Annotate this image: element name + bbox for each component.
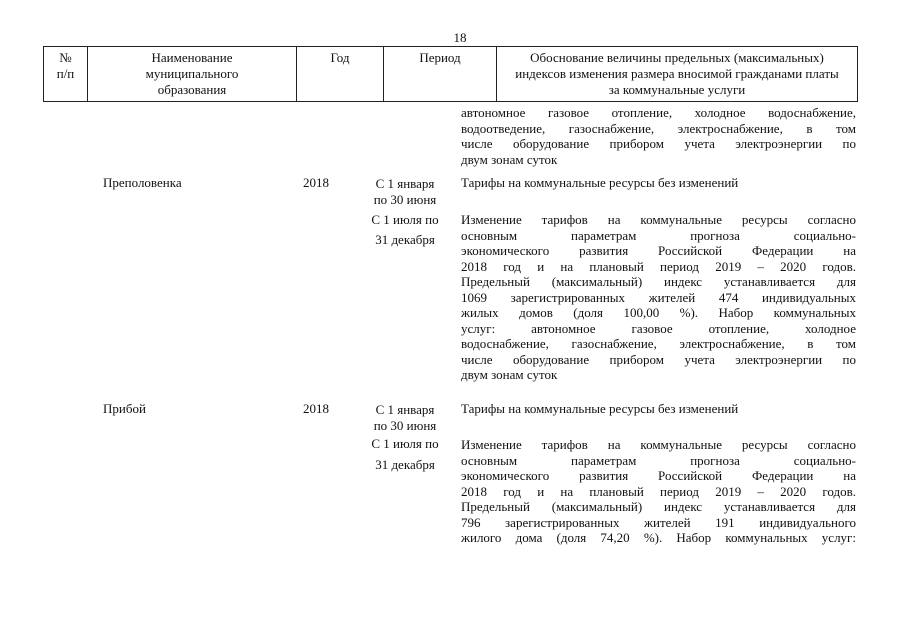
- text-line: основным параметрам прогноза социально-: [461, 452, 856, 468]
- header-number: [44, 47, 88, 101]
- period-cell: [362, 210, 448, 250]
- text-line: основным параметрам прогноза социально-: [461, 227, 856, 243]
- continuation-text: [461, 105, 856, 167]
- period-line: С 1 июля по: [371, 436, 439, 451]
- text-line: двум зонам суток: [461, 151, 558, 167]
- header-municipality-line: Наименование: [151, 50, 233, 65]
- justification-text: [461, 212, 856, 383]
- text-line: 796 зарегистрированных жителей 191 индивидуального: [461, 514, 856, 530]
- text-line: экономического развития Российской Федерации на: [461, 243, 856, 258]
- header-municipality: [88, 47, 297, 101]
- header-justification-line: за коммунальные услуги: [608, 82, 746, 97]
- period-cell: [362, 433, 448, 475]
- text-line: автономное газовое отопление, холодное водоснабжение,: [461, 105, 856, 120]
- text-line: водоотведение, газоснабжение, электроснабжение, в том: [461, 120, 856, 136]
- period-cell: [362, 402, 448, 433]
- text-line: числе оборудование прибором учета электроэнергии по: [461, 136, 856, 151]
- text-line: Изменение тарифов на коммунальные ресурсы согласно: [461, 437, 856, 452]
- text-line: водоснабжение, газоснабжение, электроснабжение, в том: [461, 336, 856, 351]
- justification-text: Тарифы на коммунальные ресурсы без изменений: [461, 175, 739, 190]
- period-line: С 1 января: [375, 176, 435, 191]
- header-municipality-line: муниципального: [145, 66, 239, 81]
- period-line: по 30 июня: [373, 191, 437, 207]
- text-line: жилого дома (доля 74,20 %). Набор коммунальных услуг:: [461, 530, 856, 545]
- justification-text: [461, 437, 856, 546]
- period-line: 31 декабря: [375, 457, 435, 472]
- header-justification-line: индексов изменения размера вносимой гражданами платы: [515, 66, 839, 81]
- text-line: 2018 год и на плановый период 2019 – 2020 годов.: [461, 483, 856, 499]
- year-cell: 2018: [303, 175, 329, 190]
- period-line: С 1 июля по: [371, 212, 439, 227]
- header-justification-line: Обоснование величины предельных (максимальных): [530, 50, 824, 65]
- header-number-line: п/п: [56, 66, 75, 81]
- header-period: Период: [384, 47, 497, 101]
- text-line: двум зонам суток: [461, 367, 558, 382]
- year-cell: 2018: [303, 401, 329, 416]
- text-line: Предельный (максимальный) индекс устанавливается для: [461, 274, 856, 289]
- header-municipality-line: образования: [157, 82, 227, 97]
- text-line: Изменение тарифов на коммунальные ресурсы согласно: [461, 212, 856, 227]
- text-line: экономического развития Российской Федерации на: [461, 468, 856, 483]
- period-line: по 30 июня: [373, 417, 437, 433]
- header-number-line: №: [59, 50, 72, 65]
- period-cell: [362, 176, 448, 207]
- text-line: жилых домов (доля 100,00 %). Набор коммунальных: [461, 305, 856, 320]
- text-line: числе оборудование прибором учета электроэнергии по: [461, 351, 856, 367]
- table-header: [43, 46, 858, 102]
- text-line: 1069 зарегистрированных жителей 474 индивидуальных: [461, 289, 856, 305]
- text-line: услуг: автономное газовое отопление, холодное: [461, 320, 856, 336]
- municipality-name: Прибой: [103, 401, 146, 416]
- justification-text: Тарифы на коммунальные ресурсы без изменений: [461, 401, 739, 416]
- period-line: 31 декабря: [375, 232, 435, 247]
- text-line: 2018 год и на плановый период 2019 – 2020 годов.: [461, 258, 856, 274]
- header-justification: [497, 47, 857, 101]
- page-number: 18: [453, 30, 467, 45]
- header-year: Год: [297, 47, 384, 101]
- text-line: Предельный (максимальный) индекс устанавливается для: [461, 499, 856, 514]
- municipality-name: Преполовенка: [103, 175, 182, 190]
- period-line: С 1 января: [375, 402, 435, 417]
